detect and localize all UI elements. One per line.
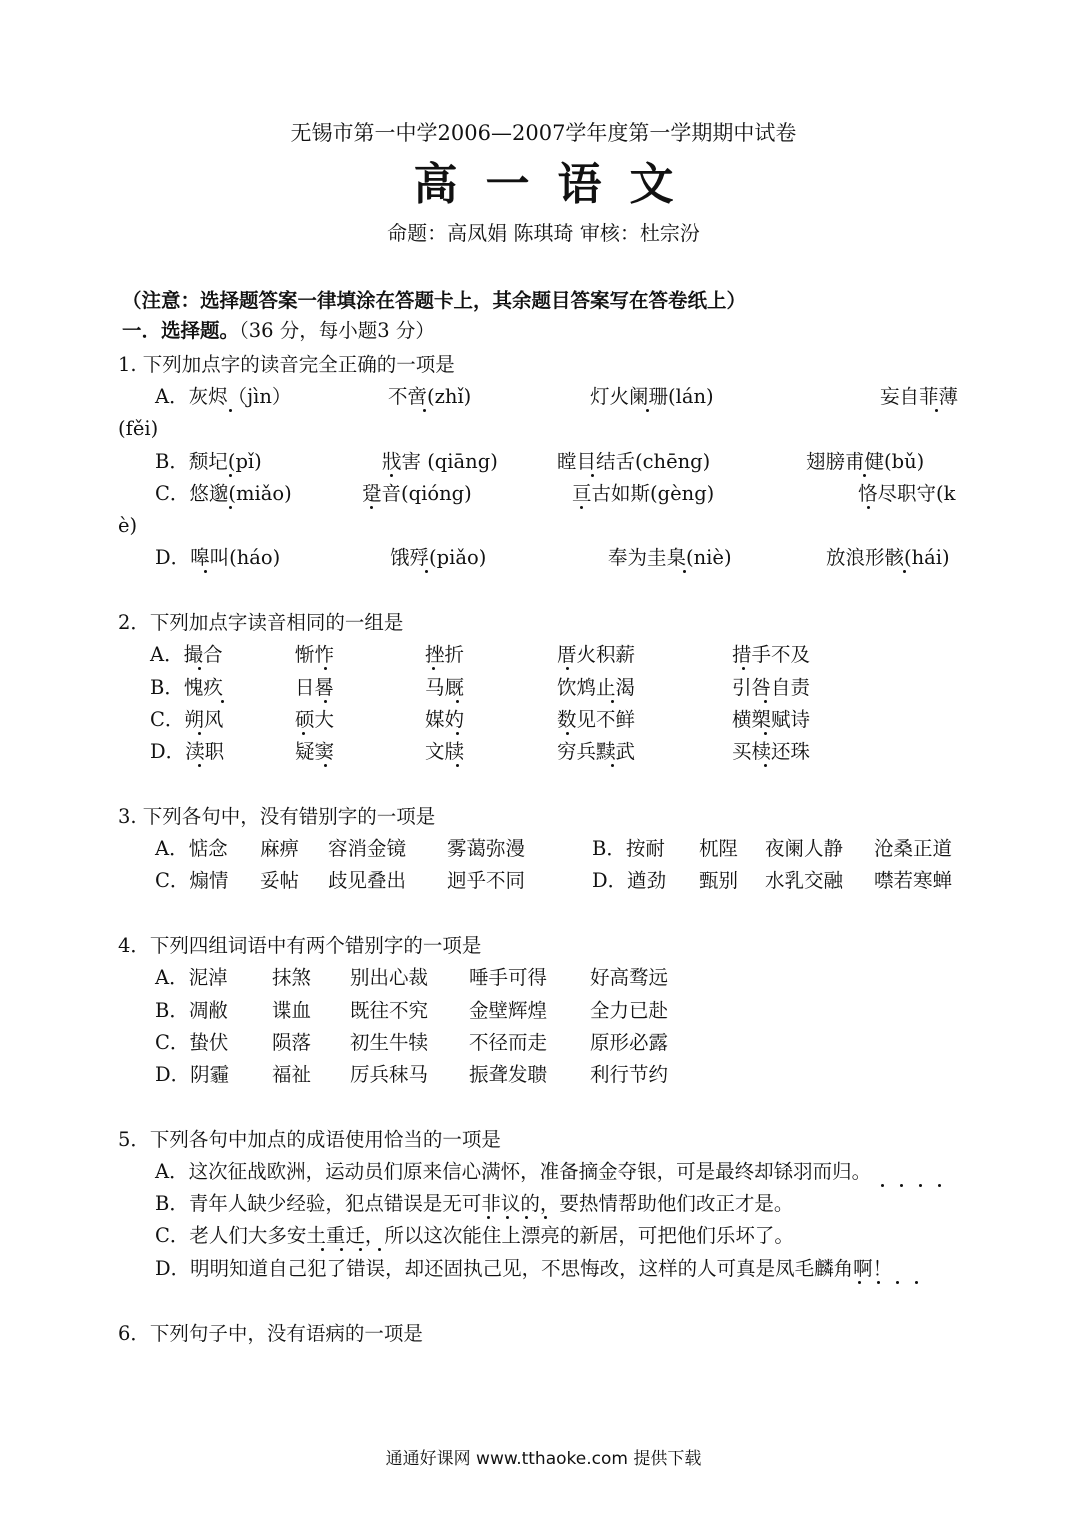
q2-row-b-item-4: 饮鸩止渴 — [557, 676, 636, 699]
question-3-stem: 3. 下列各句中，没有错别字的一项是 — [118, 805, 436, 828]
emphasis-dot — [321, 1248, 324, 1251]
q1-option-b-3: 瞠目结舌(chēng) — [557, 450, 711, 473]
q3-row2-item-8: 噤若寒蝉 — [874, 869, 953, 892]
q5-option-c: C．老人们大多安土重迁，所以这次能住上漂亮的新居，可把他们乐坏了。 — [155, 1224, 794, 1247]
q3-row2-item-2: 妥帖 — [260, 869, 300, 892]
q4-row-a-item-1: A．泥淖 — [155, 966, 228, 989]
emphasis-dot — [611, 700, 614, 703]
q1-option-d-1: D．嗥叫(háo) — [155, 546, 281, 569]
q4-row-d-item-2: 福祉 — [272, 1063, 312, 1086]
emphasis-dot — [900, 1184, 903, 1187]
q4-row-b-item-3: 既往不究 — [350, 999, 429, 1022]
q2-row-c-item-4: 数见不鲜 — [557, 708, 636, 731]
section-score: （36 分，每小题3 分） — [239, 319, 435, 342]
emphasis-dot — [764, 764, 767, 767]
q4-row-d-item-3: 厉兵秣马 — [350, 1063, 429, 1086]
q2-row-c-item-2: 硕大 — [295, 708, 335, 731]
emphasis-dot — [204, 570, 207, 573]
emphasis-dot — [544, 1216, 547, 1219]
emphasis-dot — [456, 732, 459, 735]
q2-row-d-item-1: D．渎职 — [150, 740, 225, 763]
q1-option-d-2: 饿殍(piǎo) — [390, 546, 487, 569]
q1-option-a-wrap: (fěi) — [118, 417, 159, 440]
q3-row2-item-4: 迥乎不同 — [447, 869, 526, 892]
emphasis-dot — [742, 667, 745, 670]
emphasis-dot — [198, 667, 201, 670]
q3-row2-item-3: 歧见叠出 — [328, 869, 407, 892]
q3-row1-item-6: 杌陧 — [699, 837, 739, 860]
q3-row2-item-5: D．遒劲 — [592, 869, 667, 892]
q4-row-b-item-4: 金壁辉煌 — [469, 999, 548, 1022]
emphasis-dot — [487, 1216, 490, 1219]
q4-row-b-item-1: B．凋敝 — [155, 999, 228, 1022]
emphasis-dot — [863, 474, 866, 477]
q2-row-d-item-3: 文牍 — [425, 740, 465, 763]
emphasis-dot — [580, 506, 583, 509]
emphasis-dot — [370, 506, 373, 509]
q1-option-a-3: 灯火阑珊(lán) — [590, 385, 714, 408]
emphasis-dot — [229, 474, 232, 477]
q4-row-c-item-1: C．蛰伏 — [155, 1031, 229, 1054]
q2-row-c-item-3: 媒妁 — [425, 708, 465, 731]
school-title: 无锡市第一中学2006—2007学年度第一学期期中试卷 — [290, 121, 797, 145]
emphasis-dot — [324, 764, 327, 767]
q3-row2-item-6: 甄别 — [699, 869, 739, 892]
emphasis-dot — [390, 474, 393, 477]
emphasis-dot — [903, 570, 906, 573]
question-2-stem: 2．下列加点字读音相同的一组是 — [118, 611, 404, 634]
emphasis-dot — [919, 1184, 922, 1187]
emphasis-dot — [646, 409, 649, 412]
q1-option-a-4: 妄自菲薄 — [880, 385, 959, 408]
q4-row-d-item-1: D．阴霾 — [155, 1063, 230, 1086]
emphasis-dot — [877, 1281, 880, 1284]
q3-row1-item-8: 沧桑正道 — [874, 837, 953, 860]
q4-row-a-item-2: 抹煞 — [272, 966, 312, 989]
q1-option-c-wrap: è) — [118, 514, 138, 537]
emphasis-dot — [858, 1281, 861, 1284]
emphasis-dot — [198, 732, 201, 735]
emphasis-dot — [456, 700, 459, 703]
subject-title: 高一语文 — [413, 159, 702, 210]
question-4-stem: 4．下列四组词语中有两个错别字的一项是 — [118, 934, 482, 957]
q4-row-c-item-4: 不径而走 — [469, 1031, 548, 1054]
q3-row1-item-1: A．惦念 — [155, 837, 228, 860]
q4-row-c-item-3: 初生牛犊 — [350, 1031, 429, 1054]
q2-row-b-item-1: B．愧疚 — [150, 676, 223, 699]
q1-option-c-4: 恪尽职守(k — [858, 482, 956, 505]
q5-option-d: D．明明知道自己犯了错误，却还固执己见，不思悔改，这样的人可真是凤毛麟角啊！ — [155, 1257, 893, 1280]
q4-row-b-item-2: 谍血 — [272, 999, 312, 1022]
emphasis-dot — [566, 667, 569, 670]
question-5-stem: 5．下列各句中加点的成语使用恰当的一项是 — [118, 1128, 501, 1151]
emphasis-dot — [611, 764, 614, 767]
emphasis-dot — [867, 506, 870, 509]
q1-option-c-2: 跫音(qióng) — [362, 482, 472, 505]
emphasis-dot — [229, 506, 232, 509]
emphasis-dot — [591, 474, 594, 477]
authors-line: 命题：高凤娟 陈琪琦 审核：杜宗汾 — [387, 221, 700, 245]
q2-row-a-item-2: 惭怍 — [295, 643, 335, 666]
emphasis-dot — [935, 409, 938, 412]
question-1-stem: 1. 下列加点字的读音完全正确的一项是 — [118, 353, 455, 376]
emphasis-dot — [221, 700, 224, 703]
q1-option-b-2: 戕害 (qiāng) — [382, 450, 498, 473]
question-6-stem: 6．下列句子中，没有语病的一项是 — [118, 1322, 423, 1345]
q1-option-b-1: B．颓圮(pǐ) — [155, 450, 262, 473]
q4-row-a-item-4: 唾手可得 — [469, 966, 548, 989]
emphasis-dot — [423, 409, 426, 412]
emphasis-dot — [378, 1248, 381, 1251]
q5-option-a: A．这次征战欧洲，运动员们原来信心满怀，准备摘金夺银，可是最终却铩羽而归。 — [155, 1160, 872, 1183]
q3-row2-item-1: C．煽情 — [155, 869, 229, 892]
q1-option-a-2: 不啻(zhǐ) — [388, 385, 472, 408]
q1-option-c-3: 亘古如斯(gèng) — [572, 482, 715, 505]
emphasis-dot — [324, 667, 327, 670]
q2-row-a-item-3: 挫折 — [425, 643, 465, 666]
emphasis-dot — [764, 732, 767, 735]
q2-row-d-item-5: 买椟还珠 — [732, 740, 811, 763]
q3-row1-item-2: 麻痹 — [260, 837, 300, 860]
q4-row-a-item-3: 别出心裁 — [350, 966, 429, 989]
q2-row-b-item-5: 引咎自责 — [732, 676, 811, 699]
q4-row-d-item-4: 振聋发聩 — [469, 1063, 548, 1086]
q1-option-d-3: 奉为圭臬(niè) — [608, 546, 732, 569]
emphasis-dot — [302, 732, 305, 735]
emphasis-dot — [915, 1281, 918, 1284]
emphasis-dot — [525, 1216, 528, 1219]
q1-option-d-4: 放浪形骸(hái) — [826, 546, 950, 569]
footer-credit: 通通好课网 www.tthaoke.com 提供下载 — [385, 1449, 702, 1469]
emphasis-dot — [566, 732, 569, 735]
emphasis-dot — [198, 764, 201, 767]
emphasis-dot — [896, 1281, 899, 1284]
q4-row-a-item-5: 好高骛远 — [590, 966, 669, 989]
q2-row-a-item-5: 措手不及 — [732, 643, 811, 666]
emphasis-dot — [764, 700, 767, 703]
q2-row-b-item-2: 日晷 — [295, 676, 335, 699]
q4-row-d-item-5: 利行节约 — [590, 1063, 669, 1086]
q3-row1-item-7: 夜阑人静 — [765, 837, 844, 860]
q3-row2-item-7: 水乳交融 — [765, 869, 844, 892]
emphasis-dot — [425, 570, 428, 573]
section-heading — [122, 318, 435, 344]
q2-row-b-item-3: 马厩 — [425, 676, 465, 699]
emphasis-dot — [881, 1184, 884, 1187]
emphasis-dot — [324, 700, 327, 703]
emphasis-dot — [229, 409, 232, 412]
emphasis-dot — [506, 1216, 509, 1219]
q4-row-b-item-5: 全力已赴 — [590, 999, 669, 1022]
q3-row1-item-5: B．按耐 — [592, 837, 665, 860]
emphasis-dot — [938, 1184, 941, 1187]
q2-row-a-item-1: A．撮合 — [150, 643, 223, 666]
emphasis-dot — [340, 1248, 343, 1251]
section-title: 一．选择题。 — [122, 319, 240, 342]
notice: （注意：选择题答案一律填涂在答题卡上，其余题目答案写在答卷纸上） — [122, 289, 747, 312]
q2-row-c-item-1: C．朔风 — [150, 708, 224, 731]
emphasis-dot — [359, 1248, 362, 1251]
q2-row-d-item-4: 穷兵黩武 — [557, 740, 636, 763]
emphasis-dot — [456, 764, 459, 767]
q4-row-c-item-2: 陨落 — [272, 1031, 312, 1054]
q1-option-a-1: A．灰烬（jìn） — [155, 385, 292, 408]
q4-row-c-item-5: 原形必露 — [590, 1031, 669, 1054]
emphasis-dot — [683, 570, 686, 573]
q2-row-a-item-4: 厝火积薪 — [557, 643, 636, 666]
q1-option-b-4: 翅膀甫健(bǔ) — [806, 450, 925, 473]
q2-row-d-item-2: 疑窦 — [295, 740, 335, 763]
q3-row1-item-3: 容消金镜 — [328, 837, 407, 860]
q3-row1-item-4: 雾蔼弥漫 — [447, 837, 526, 860]
emphasis-dot — [432, 667, 435, 670]
q5-option-b: B．青年人缺少经验，犯点错误是无可非议的，要热情帮助他们改正才是。 — [155, 1192, 794, 1215]
q2-row-c-item-5: 横槊赋诗 — [732, 708, 811, 731]
q1-option-c-1: C．悠邈(miǎo) — [155, 482, 292, 505]
